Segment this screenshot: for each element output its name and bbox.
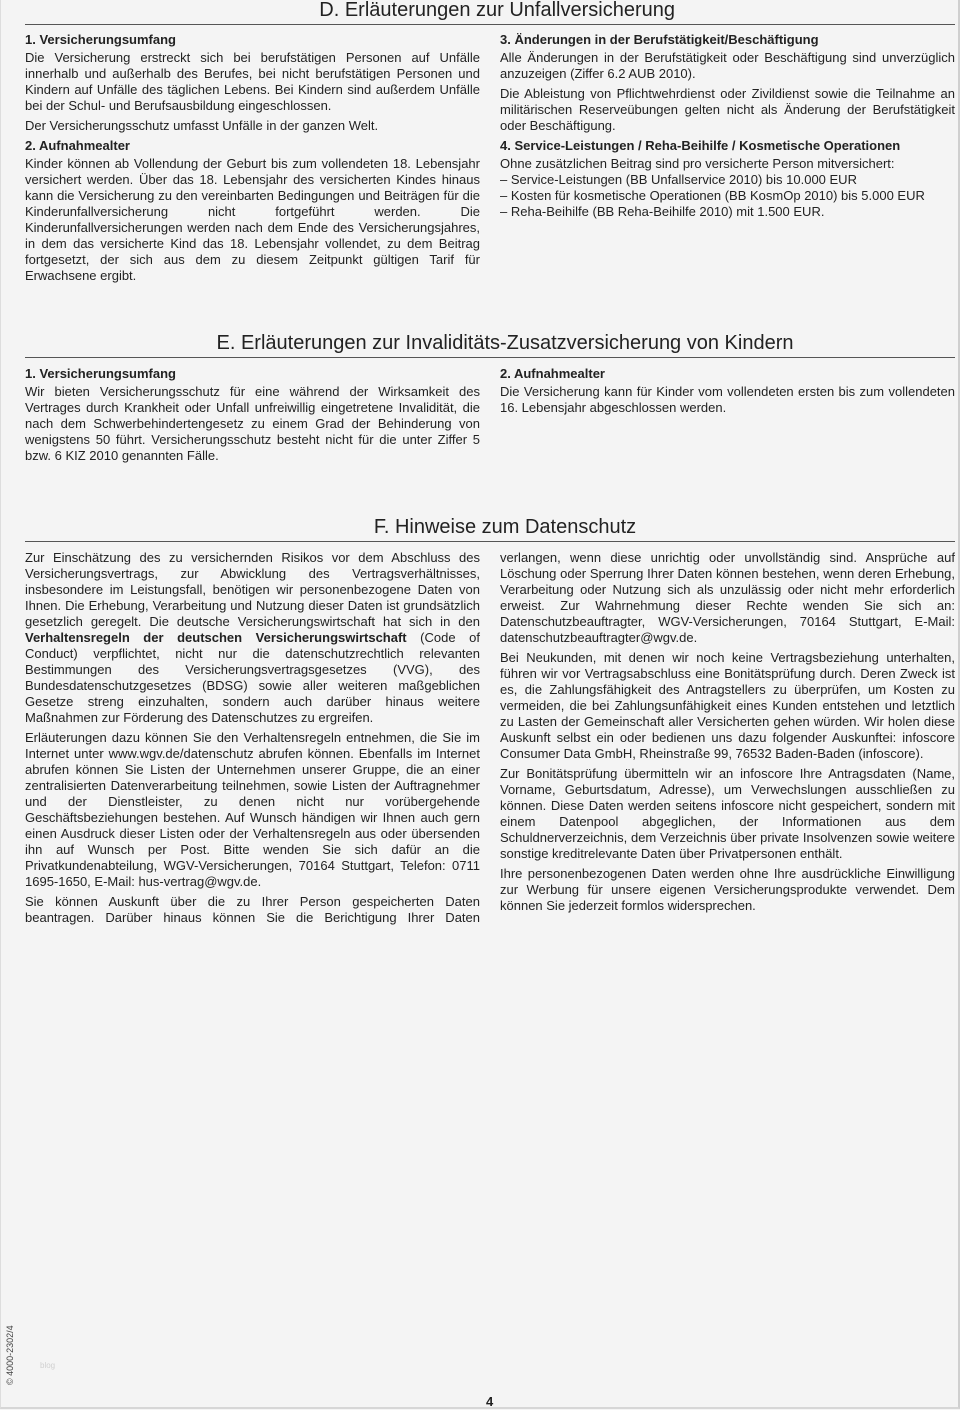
page-number: 4 — [486, 1394, 494, 1409]
section-f-title: F. Hinweise zum Datenschutz — [373, 516, 637, 538]
section-e-left-column — [25, 366, 480, 468]
paragraph: Sie können Auskunft über die zu Ihrer Person gespeicherten Daten beantragen. Darüber hinaus können Sie die Berichtigung Ihrer Daten — [25, 894, 480, 925]
paragraph: Die Versicherung erstreckt sich bei berufstätigen Personen auf Unfälle innerhalb und außerhalb des Berufes, bei nicht berufstätigen Personen und Kindern auf Unfälle des täglichen Lebens. Bei Kindern sind außerdem Unfälle bei der Schul- und Berufsausbildung eingeschlossen. — [25, 50, 480, 113]
heading-versicherungsumfang: 1. Versicherungsumfang — [25, 32, 176, 47]
section-f-left-column — [25, 550, 480, 930]
section-d-right-column — [500, 32, 955, 220]
paragraph: Erläuterungen dazu können Sie den Verhaltensregeln entnehmen, die Sie im Internet unter www.wgv.de/datenschutz abrufen können. Ebenfalls im Internet abrufen können Sie Listen der Unternehmen unserer Gruppe, die an einer zentralisierten Datenverarbeitung teilnehmen, sowie Listen der Auftragnehmer und der Dienstleister, zu denen nicht nur vorübergehende Geschäftsbeziehungen bestehen. Auf Wunsch händigen wir Ihnen auch gern einen Ausdruck dieser Listen oder der Verhaltensregeln aus oder übersenden ihn auf Wunsch per Post. Bitte wenden Sie sich dafür an die Privatkundenabteilung, WGV-Versicherungen, 70164 Stuttgart, Telefon: 0711 1695-1650, E-Mail: hus-vertrag@wgv.de. — [25, 730, 480, 889]
section-f-right-column — [500, 550, 955, 918]
paragraph: Zur Bonitätsprüfung übermitteln wir an infoscore Ihre Antragsdaten (Name, Vorname, Geburtsdatum, Adresse), um Verwechslungen ausschließen zu können. Diese Daten werden seitens infoscore nicht gespeichert, sondern mit einem Datenpool abgeglichen, der Informationen aus dem Schuldnerverzeichnis, dem Verzeichnis über private Insolvenzen sowie weitere sonstige kreditrelevante Daten über Privatpersonen enthält. — [500, 766, 955, 861]
paragraph: Alle Änderungen in der Berufstätigkeit oder Beschäftigung sind unverzüglich anzuzeigen (Ziffer 6.2 AUB 2010). — [500, 50, 955, 81]
heading-aufnahmealter: 2. Aufnahmealter — [500, 366, 605, 381]
form-number: © 4000-2302/4 — [5, 1325, 15, 1385]
text: (Code of Conduct) verpflichtet, nicht nur die datenschutzrechtlich relevanten Bestimmungen des Versicherungsvertragsgesetzes (VVG), des Bundesdatenschutzgesetzes (BDSG) sowie aller weiteren maßgeblichen Gesetze streng einzuhalten, sondern auch darüber hinaus weitere Maßnahmen zur Förderung des Datenschutzes zu ergreifen. — [25, 630, 480, 725]
text: Zur Einschätzung des zu versichernden Risikos vor dem Abschluss des Versicherungsvertrags, zur Abwicklung des Vertragsverhältnisses, insbesondere im Leistungsfall, benötigen wir personenbezogene Daten von Ihnen. Die Erhebung, Verarbeitung und Nutzung dieser Daten ist grundsätzlich gesetzlich geregelt. Die deutsche Versicherungswirtschaft hat sich in den — [25, 550, 480, 629]
heading-aenderungen: 3. Änderungen in der Berufstätigkeit/Beschäftigung — [500, 32, 819, 47]
heading-service-leistungen: 4. Service-Leistungen / Reha-Beihilfe / Kosmetische Operationen — [500, 138, 901, 153]
bold-text: Verhaltensregeln der deutschen Versicherungswirtschaft — [25, 630, 407, 645]
paragraph: Ihre personenbezogenen Daten werden ohne Ihre ausdrückliche Einwilligung zur Werbung für unsere eigenen Versicherungsprodukte verwendet. Dem können Sie jederzeit formlos widersprechen. — [500, 866, 955, 913]
section-e-rule — [25, 357, 955, 358]
paragraph: Die Versicherung kann für Kinder vom vollendeten ersten bis zum vollendeten 16. Lebensjahr abgeschlossen werden. — [500, 384, 955, 415]
paragraph: Kinder können ab Vollendung der Geburt bis zum vollendeten 18. Lebensjahr versichert werden. Über das 18. Lebensjahr des versicherten Kindes hinaus kann die Versicherung zu den vereinbarten Bedingungen und Beiträgen für die Kinderunfallversicherung nicht fortgeführt werden. Die Kinderunfallversicherungen werden nach dem Ende des Versicherungsjahres, in dem das versicherte Kind das 18. Lebensjahr vollendet, zu dem Beitrag fortgesetzt, der sich aus dem zu diesem Zeitpunkt gültigen Tarif für Erwachsene ergibt. — [25, 156, 480, 283]
section-f-rule — [25, 541, 955, 542]
section-e-right-column — [500, 366, 955, 420]
service-list — [500, 156, 955, 220]
list-item: – Kosten für kosmetische Operationen (BB KosmOp 2010) bis 5.000 EUR — [500, 188, 925, 203]
paragraph: Die Ableistung von Pflichtwehrdienst oder Zivildienst sowie die Teilnahme an militärischen Reserveübungen gelten nicht als Änderung der Berufstätigkeit oder Beschäftigung. — [500, 86, 955, 133]
list-item: – Reha-Beihilfe (BB Reha-Beihilfe 2010) mit 1.500 EUR. — [500, 204, 825, 219]
section-e-title: E. Erläuterungen zur Invaliditäts-Zusatzversicherung von Kindern — [216, 332, 794, 354]
list-intro: Ohne zusätzlichen Beitrag sind pro versicherte Person mitversichert: — [500, 156, 895, 171]
paragraph — [25, 550, 480, 726]
paragraph: verlangen, wenn diese unrichtig oder unvollständig sind. Ansprüche auf Löschung oder Sperrung Ihrer Daten können bestehen, wenn deren Erhebung, Verarbeitung oder Nutzung sich als unzulässig oder nicht mehr erforderlich erweist. Zur Wahrnehmung dieser Rechte wenden Sie sich an: Datenschutzbeauftragter, WGV-Versicherungen, 70164 Stuttgart, E-Mail: datenschutzbeauftragter@wgv.de. — [500, 550, 955, 645]
paragraph: Bei Neukunden, mit denen wir noch keine Vertragsbeziehung unterhalten, führen wir vor Vertragsabschluss eine Bonitätsprüfung durch. Deren Zweck ist es, die Zahlungsfähigkeit des Antragstellers zu überprüfen, um Kosten zu vermeiden, die bei Zahlungsunfähigkeit eines Kunden entstehen und letztlich zu Lasten der Gemeinschaft aller Versicherten gehen würden. Wir holen diese Auskunft selbst ein oder bedienen uns dazu folgender Auskunftei: infoscore Consumer Data GmbH, Rheinstraße 99, 76532 Baden-Baden (infoscore). — [500, 650, 955, 761]
list-item: – Service-Leistungen (BB Unfallservice 2010) bis 10.000 EUR — [500, 172, 857, 187]
paragraph: Der Versicherungsschutz umfasst Unfälle in der ganzen Welt. — [25, 118, 379, 133]
heading-aufnahmealter: 2. Aufnahmealter — [25, 138, 130, 153]
paragraph: Wir bieten Versicherungsschutz für eine während der Wirksamkeit des Vertrages durch Krankheit oder Unfall unfreiwillig eingetretene Invalidität, die nach dem Schwerbehindertengesetz zu einem Grad der Behinderung von wenigstens 50 führt. Versicherungsschutz besteht nicht für die unter Ziffer 5 bzw. 6 KIZ 2010 genannten Fälle. — [25, 384, 480, 463]
section-d-rule — [25, 24, 955, 25]
watermark: blog — [40, 1361, 56, 1370]
heading-versicherungsumfang: 1. Versicherungsumfang — [25, 366, 176, 381]
section-d-left-column — [25, 32, 480, 288]
section-d-title: D. Erläuterungen zur Unfallversicherung — [319, 0, 675, 21]
